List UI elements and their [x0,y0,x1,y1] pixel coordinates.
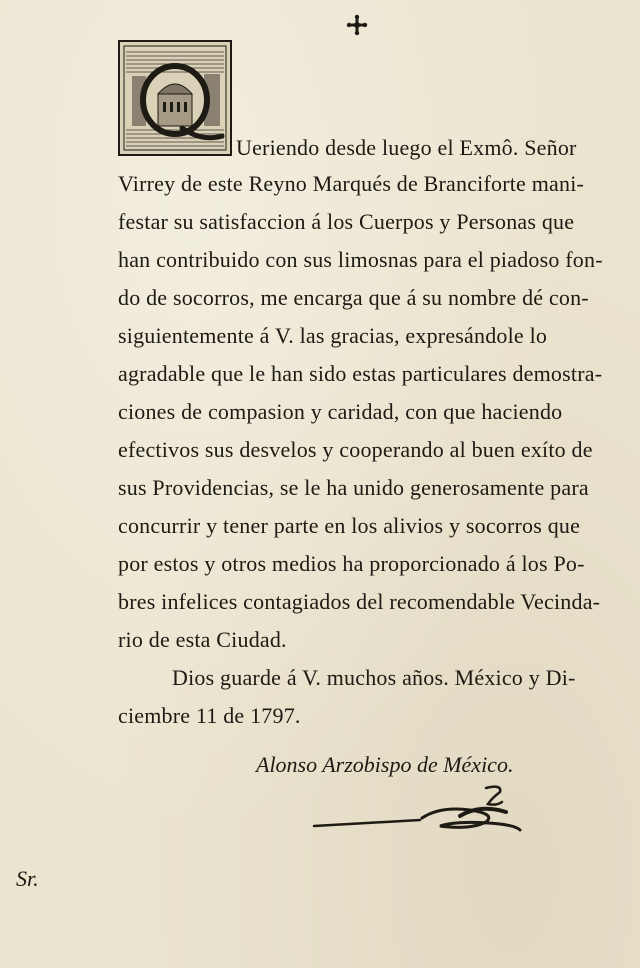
signature-name: Alonso Arzobispo de México. [256,752,514,777]
text-line-9: efectivos sus desvelos y cooperando al buen exíto de [118,437,593,462]
text-line-13: bres infelices contagiados del recomendable Vecinda- [118,589,601,614]
signature-rubric-icon [310,780,530,840]
text-line-12: por estos y otros medios ha proporcionado á los Po- [118,551,585,576]
text-line-5: do de socorros, me encarga que á su nombre dé con- [118,285,589,310]
cross-fleuree-icon [346,14,368,36]
text-line-4: han contribuido con sus limosnas para el piadoso fon- [118,247,603,272]
text-line-11: concurrir y tener parte en los alivios y socorros que [118,513,581,538]
text-line-15: Dios guarde á V. muchos años. México y Di- [172,665,576,690]
text-line-8: ciones de compasion y caridad, con que haciendo [118,399,563,424]
text-line-2: Virrey de este Reyno Marqués de Branciforte mani- [118,171,585,196]
text-line-16: ciembre 11 de 1797. [118,703,301,728]
decorated-initial-q-icon [118,40,232,156]
margin-salutation: Sr. [16,866,39,891]
text-line-3: festar su satisfaccion á los Cuerpos y Personas que [118,209,575,234]
text-line-14: rio de esta Ciudad. [118,627,287,652]
text-line-10: sus Providencias, se le ha unido generosamente para [118,475,589,500]
text-line-6: siguientemente á V. las gracias, expresándole lo [118,323,548,348]
text-line-1: Ueriendo desde luego el Exmô. Señor [236,135,577,160]
text-line-7: agradable que le han sido estas particulares demostra- [118,361,603,386]
